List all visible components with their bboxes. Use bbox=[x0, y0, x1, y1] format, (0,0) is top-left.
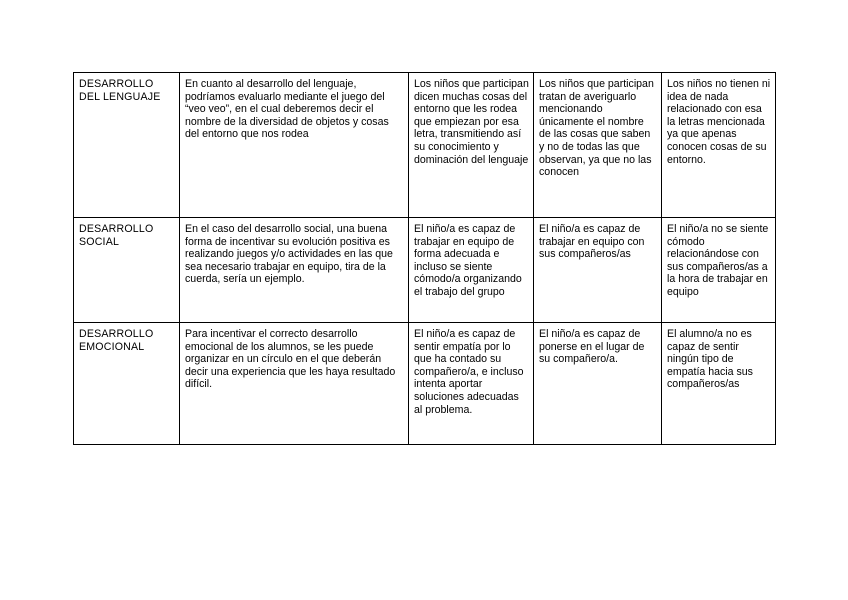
area-cell: DESARROLLO SOCIAL bbox=[74, 218, 180, 323]
area-cell: DESARROLLO EMOCIONAL bbox=[74, 323, 180, 445]
level-3-cell: El niño/a no se siente cómodo relacionándose con sus compañeros/as a la hora de trabajar en equipo bbox=[662, 218, 776, 323]
table-row bbox=[74, 323, 776, 445]
description-cell: Para incentivar el correcto desarrollo emocional de los alumnos, se les puede organizar en un círculo en el que deberán decir una experiencia que les haya resultado difícil. bbox=[180, 323, 409, 445]
level-1-cell: El niño/a es capaz de sentir empatía por lo que ha contado su compañero/a, e incluso intenta aportar soluciones adecuadas al problema. bbox=[409, 323, 534, 445]
level-3-cell: Los niños no tienen ni idea de nada relacionado con esa la letras mencionada ya que apenas conocen cosas de su entorno. bbox=[662, 73, 776, 218]
evaluation-rubric-table bbox=[73, 72, 776, 445]
description-cell: En cuanto al desarrollo del lenguaje, podríamos evaluarlo mediante el juego del “veo veo”, en el cual deberemos decir el nombre de la diversidad de objetos y cosas del entorno que nos rodea bbox=[180, 73, 409, 218]
level-2-cell: El niño/a es capaz de trabajar en equipo con sus compañeros/as bbox=[534, 218, 662, 323]
level-3-cell: El alumno/a no es capaz de sentir ningún tipo de empatía hacia sus compañeros/as bbox=[662, 323, 776, 445]
table-row bbox=[74, 73, 776, 218]
level-1-cell: Los niños que participan dicen muchas cosas del entorno que les rodea que empiezan por esa letra, transmitiendo así su conocimiento y dominación del lenguaje bbox=[409, 73, 534, 218]
description-cell: En el caso del desarrollo social, una buena forma de incentivar su evolución positiva es realizando juegos y/o actividades en las que sea necesario trabajar en equipo, tira de la cuerda, sería un ejemplo. bbox=[180, 218, 409, 323]
table-row bbox=[74, 218, 776, 323]
level-2-cell: Los niños que participan tratan de averiguarlo mencionando únicamente el nombre de las cosas que saben y no de todas las que observan, ya que no las conocen bbox=[534, 73, 662, 218]
level-2-cell: El niño/a es capaz de ponerse en el lugar de su compañero/a. bbox=[534, 323, 662, 445]
area-cell: DESARROLLO DEL LENGUAJE bbox=[74, 73, 180, 218]
level-1-cell: El niño/a es capaz de trabajar en equipo de forma adecuada e incluso se siente cómodo/a organizando el trabajo del grupo bbox=[409, 218, 534, 323]
